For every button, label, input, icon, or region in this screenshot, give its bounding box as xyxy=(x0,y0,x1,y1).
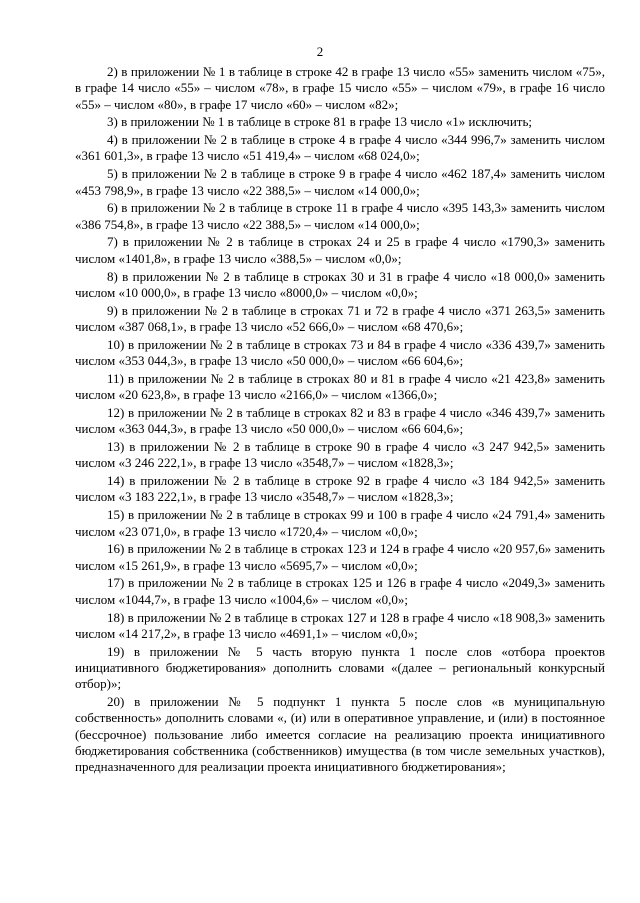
paragraph-item-18: 18) в приложении № 2 в таблице в строках 127 и 128 в графе 4 число «18 908,3» заменить числом «14 217,2», в графе 13 число «4691,1» – числом «0,0»; xyxy=(75,609,605,641)
paragraph-item-14: 14) в приложении № 2 в таблице в строке 92 в графе 4 число «3 184 942,5» заменить числом «3 183 222,1», в графе 13 число «3548,7» – числом «1828,3»; xyxy=(75,473,605,505)
paragraph-item-20: 20) в приложении № 5 подпункт 1 пункта 5 после слов «в муниципальную собственность» дополнить словами «, (и) или в оперативное управление, и (или) в постоянное (бессрочное) пользование либо имеется согласие на реализацию проекта инициативного бюджетирования собственника (собственников) имущества (в том числе земельных участков), предназначенного для реализации проекта инициативного бюджетирования»; xyxy=(75,693,605,775)
paragraph-item-11: 11) в приложении № 2 в таблице в строках 80 и 81 в графе 4 число «21 423,8» заменить числом «20 623,8», в графе 13 число «2166,0» – числом «1366,0»; xyxy=(75,370,605,403)
paragraph-item-19: 19) в приложении № 5 часть вторую пункта 1 после слов «отбора проектов инициативного бюджетирования» дополнить словами «(далее – региональный конкурсный отбор)»; xyxy=(75,643,605,692)
paragraph-item-9: 9) в приложении № 2 в таблице в строках 71 и 72 в графе 4 число «371 263,5» заменить числом «387 068,1», в графе 13 число «52 666,0» – числом «68 470,6»; xyxy=(75,302,605,334)
paragraph-item-6: 6) в приложении № 2 в таблице в строке 11 в графе 4 число «395 143,3» заменить числом «386 754,8», в графе 13 число «22 388,5» – числом «14 000,0»; xyxy=(75,200,605,232)
page-number: 2 xyxy=(316,44,324,59)
paragraph-item-3: 3) в приложении № 1 в таблице в строке 81 в графе 13 число «1» исключить; xyxy=(107,114,533,130)
paragraph-item-4: 4) в приложении № 2 в таблице в строке 4 в графе 4 число «344 996,7» заменить числом «361 601,3», в графе 13 число «51 419,4» – числом «68 024,0»; xyxy=(75,132,605,164)
document-body xyxy=(75,64,605,777)
paragraph-item-8: 8) в приложении № 2 в таблице в строках 30 и 31 в графе 4 число «18 000,0» заменить числом «10 000,0», в графе 13 число «8000,0» – числом «0,0»; xyxy=(75,268,605,300)
paragraph-item-17: 17) в приложении № 2 в таблице в строках 125 и 126 в графе 4 число «2049,3» заменить числом «1044,7», в графе 13 число «1004,6» – числом «0,0»; xyxy=(75,575,605,607)
paragraph-item-10: 10) в приложении № 2 в таблице в строках 73 и 84 в графе 4 число «336 439,7» заменить числом «353 044,3», в графе 13 число «50 000,0» – числом «66 604,6»; xyxy=(75,336,605,369)
paragraph-item-12: 12) в приложении № 2 в таблице в строках 82 и 83 в графе 4 число «346 439,7» заменить числом «363 044,3», в графе 13 число «50 000,0» – числом «66 604,6»; xyxy=(75,404,605,437)
paragraph-item-7: 7) в приложении № 2 в таблице в строках 24 и 25 в графе 4 число «1790,3» заменить числом «1401,8», в графе 13 число «388,5» – числом «0,0»; xyxy=(75,234,605,266)
paragraph-item-2: 2) в приложении № 1 в таблице в строке 42 в графе 13 число «55» заменить числом «75», в графе 14 число «55» – числом «78», в графе 15 число «55» – числом «79», в графе 16 число «55» – числом «80», в графе 17 число «60» – числом «82»; xyxy=(75,64,605,112)
paragraph-item-16: 16) в приложении № 2 в таблице в строках 123 и 124 в графе 4 число «20 957,6» заменить числом «15 261,9», в графе 13 число «5695,7» – числом «0,0»; xyxy=(75,541,605,573)
paragraph-item-15: 15) в приложении № 2 в таблице в строках 99 и 100 в графе 4 число «24 791,4» заменить числом «23 071,0», в графе 13 число «1720,4» – числом «0,0»; xyxy=(75,507,605,539)
paragraph-item-5: 5) в приложении № 2 в таблице в строке 9 в графе 4 число «462 187,4» заменить числом «453 798,9», в графе 13 число «22 388,5» – числом «14 000,0»; xyxy=(75,166,605,198)
paragraph-item-13: 13) в приложении № 2 в таблице в строке 90 в графе 4 число «3 247 942,5» заменить числом «3 246 222,1», в графе 13 число «3548,7» – числом «1828,3»; xyxy=(75,439,605,471)
